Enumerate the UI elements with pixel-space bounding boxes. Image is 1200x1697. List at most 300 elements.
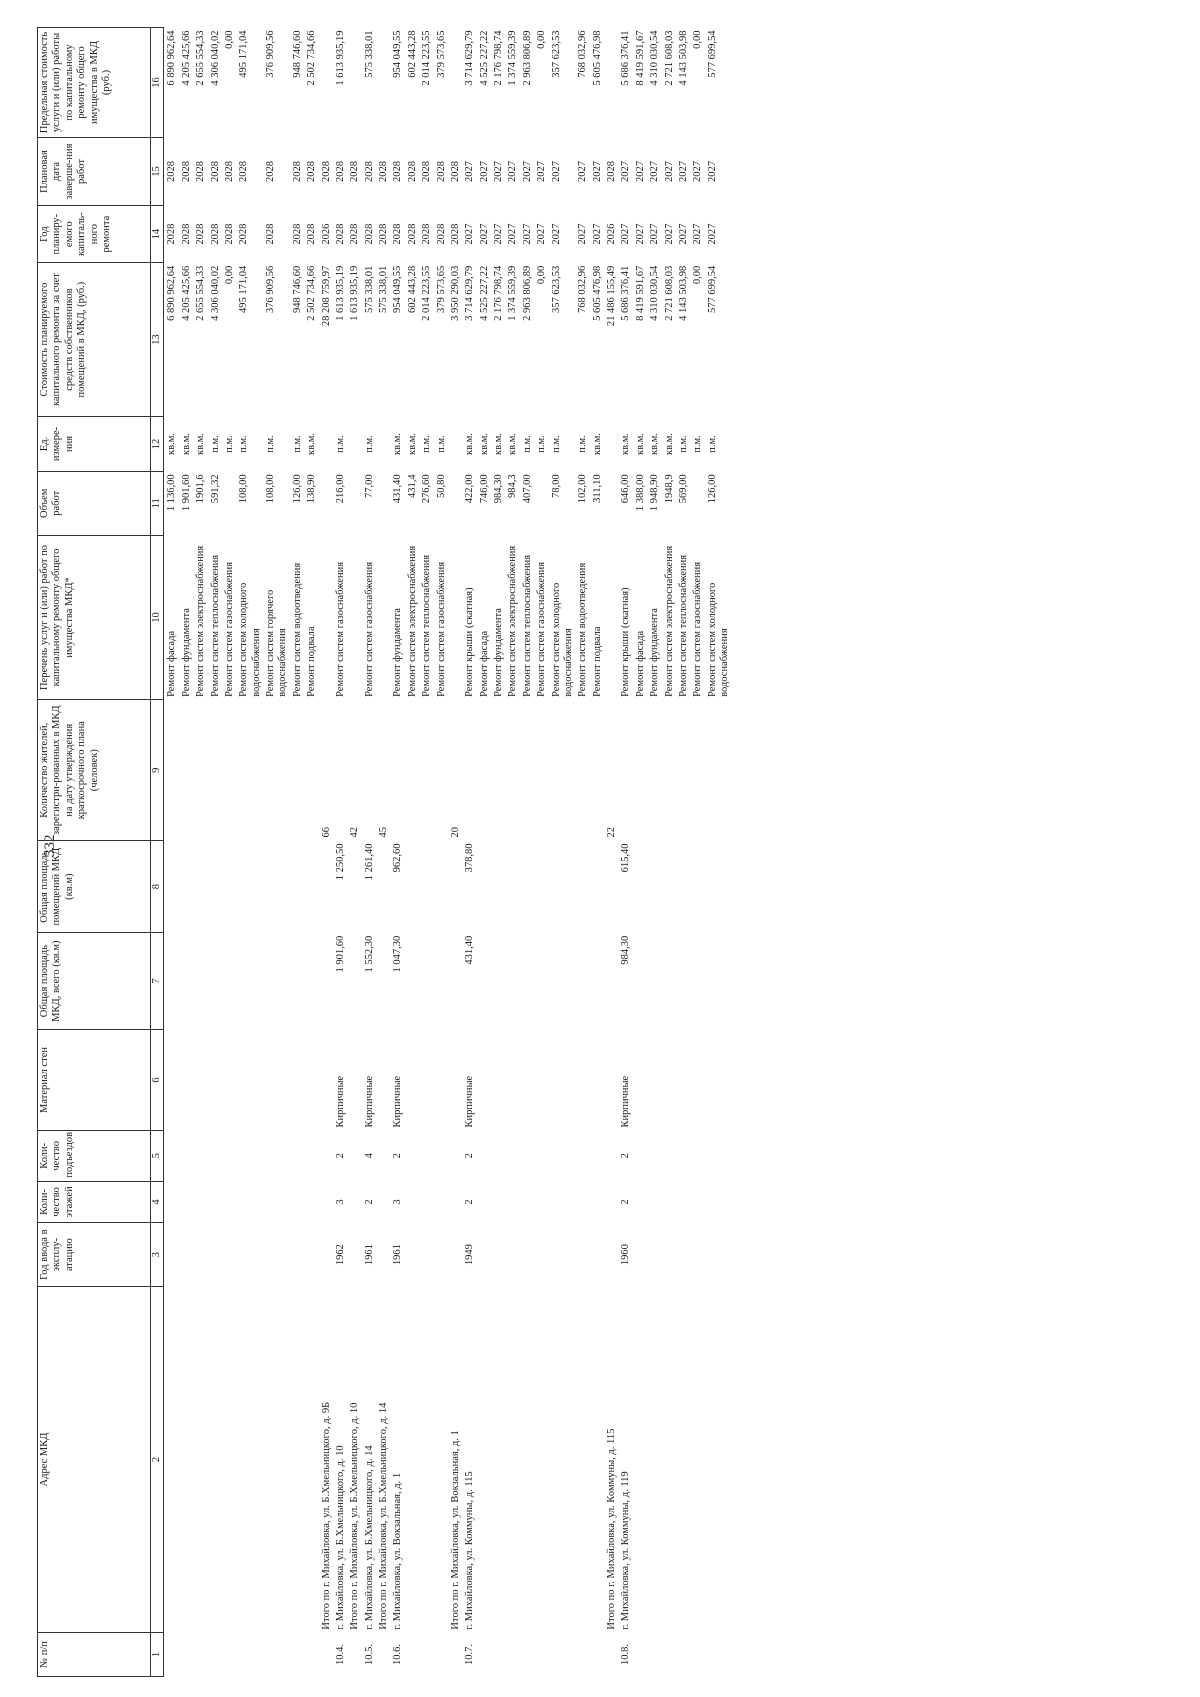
cell-col-6: Кирпичные xyxy=(620,1075,632,1128)
cell-col-1 xyxy=(605,1633,619,1677)
cell-col-16: 4 525 227,22 xyxy=(478,30,490,86)
cell-col-16: 4 306 040,02 xyxy=(209,30,221,86)
cell-col-12: кв.м. xyxy=(478,432,490,455)
cell-col-3 xyxy=(223,1223,237,1287)
cell-col-13: 4 143 503,98 xyxy=(677,265,689,321)
cell-col-8 xyxy=(535,841,549,933)
cell-col-11: 108,00 xyxy=(265,474,276,504)
cell-col-10: Ремонт фундамента xyxy=(493,608,504,697)
table-row xyxy=(291,28,305,1677)
cell-col-9 xyxy=(180,700,194,841)
header-col-4: Коли-чество этажей xyxy=(38,1181,151,1223)
cell-col-4 xyxy=(420,1181,434,1223)
table-row xyxy=(348,28,362,1677)
cell-col-6 xyxy=(180,1029,194,1130)
cell-col-12: п.м. xyxy=(521,435,533,453)
cell-col-9: 20 xyxy=(449,827,461,838)
cell-col-14: 2027 xyxy=(692,223,704,245)
cell-col-6 xyxy=(706,1029,733,1130)
cell-col-10: Ремонт фундамента xyxy=(392,608,404,697)
cell-col-1: 10.7. xyxy=(464,1644,476,1666)
cell-col-2 xyxy=(237,1287,264,1633)
cell-col-8 xyxy=(264,841,291,933)
cell-col-14: 2027 xyxy=(478,223,490,245)
cell-col-5 xyxy=(377,1131,391,1182)
cell-col-2 xyxy=(264,1287,291,1633)
cell-col-8 xyxy=(677,841,691,933)
cell-col-5: 2 xyxy=(392,1153,404,1159)
table-row xyxy=(663,28,677,1677)
cell-col-16: 495 171,04 xyxy=(238,30,250,78)
cell-col-3 xyxy=(591,1223,605,1287)
cell-col-12: п.м. xyxy=(291,435,303,453)
cell-col-5 xyxy=(406,1131,420,1182)
cell-col-1 xyxy=(449,1633,463,1677)
cell-col-5 xyxy=(605,1131,619,1182)
cell-col-11: 1 388,00 xyxy=(634,474,646,512)
cell-col-13: 3 714 629,79 xyxy=(464,265,476,321)
cell-col-9 xyxy=(576,700,590,841)
table-row xyxy=(550,28,577,1677)
cell-col-10: Ремонт систем теплоснабжения xyxy=(209,554,221,697)
cell-col-4 xyxy=(521,1181,535,1223)
cell-col-3: 1949 xyxy=(464,1244,476,1266)
cell-col-14: 2028 xyxy=(363,223,375,245)
cell-col-9 xyxy=(164,700,180,841)
cell-col-9 xyxy=(223,700,237,841)
cell-col-5 xyxy=(634,1131,648,1182)
cell-col-6 xyxy=(237,1029,264,1130)
cell-col-14: 2027 xyxy=(620,223,632,245)
cell-col-15: 2027 xyxy=(464,161,476,183)
cell-col-5 xyxy=(691,1131,705,1182)
cell-col-10: Ремонт систем газоснабжения xyxy=(363,561,375,697)
cell-col-1 xyxy=(706,1633,733,1677)
cell-col-14: 2027 xyxy=(507,223,519,245)
cell-col-13: 0,00 xyxy=(223,265,235,285)
cell-col-16: 575 338,01 xyxy=(363,30,375,78)
cell-col-10: Ремонт систем электроснабжения xyxy=(195,545,207,697)
cell-col-7: 984,30 xyxy=(620,935,632,965)
cell-col-2 xyxy=(521,1287,535,1633)
cell-col-7 xyxy=(634,933,648,1030)
cell-col-11 xyxy=(535,471,549,535)
cell-col-12 xyxy=(605,416,619,471)
cell-col-15: 2028 xyxy=(166,161,178,183)
column-number-12: 12 xyxy=(151,416,164,471)
cell-col-2 xyxy=(435,1287,449,1633)
cell-col-2 xyxy=(677,1287,691,1633)
cell-col-2 xyxy=(535,1287,549,1633)
cell-col-1 xyxy=(634,1633,648,1677)
cell-col-3 xyxy=(521,1223,535,1287)
cell-col-12: п.м. xyxy=(706,435,718,453)
cell-col-2 xyxy=(478,1287,492,1633)
cell-col-4 xyxy=(264,1181,291,1223)
cell-col-12 xyxy=(449,416,463,471)
cell-col-1 xyxy=(291,1633,305,1677)
cell-col-5 xyxy=(320,1131,334,1182)
cell-col-5 xyxy=(535,1131,549,1182)
cell-col-8 xyxy=(648,841,662,933)
cell-col-9: 66 xyxy=(320,827,332,838)
cell-col-12: п.м. xyxy=(536,435,548,453)
cell-col-14: 2028 xyxy=(223,223,235,245)
cell-col-6: Кирпичные xyxy=(464,1075,476,1128)
cell-col-11: 646,00 xyxy=(620,474,632,504)
cell-col-15: 2028 xyxy=(606,161,617,183)
cell-col-16: 357 623,53 xyxy=(550,30,562,78)
cell-col-16: 0,00 xyxy=(536,30,548,49)
cell-col-9 xyxy=(291,700,305,841)
cell-col-10: Ремонт систем электроснабжения xyxy=(663,545,675,697)
cell-col-11: 984,3 xyxy=(507,474,519,499)
cell-col-16: 4 143 503,98 xyxy=(677,30,689,86)
column-number-10: 10 xyxy=(151,535,164,700)
column-number-15: 15 xyxy=(151,137,164,205)
cell-col-9 xyxy=(334,700,348,841)
cell-col-12: п.м. xyxy=(677,435,689,453)
cell-col-6 xyxy=(420,1029,434,1130)
cell-col-8: 962,60 xyxy=(392,843,404,873)
cell-col-11: 422,00 xyxy=(464,474,476,504)
cell-col-10: Ремонт систем теплоснабжения xyxy=(677,554,689,697)
cell-col-14: 2028 xyxy=(180,223,192,245)
cell-col-4 xyxy=(305,1181,319,1223)
table-row xyxy=(576,28,590,1677)
cell-col-3: 1961 xyxy=(392,1244,404,1266)
cell-col-12 xyxy=(348,416,362,471)
column-number-1: 1 xyxy=(151,1633,164,1677)
table-row xyxy=(463,28,477,1677)
cell-col-14: 2028 xyxy=(406,223,418,245)
cell-col-1 xyxy=(180,1633,194,1677)
cell-col-2 xyxy=(164,1287,180,1633)
cell-col-13: 4 525 227,22 xyxy=(478,265,490,321)
cell-col-16: 6 890 962,64 xyxy=(166,30,178,86)
column-number-3: 3 xyxy=(151,1223,164,1287)
cell-col-13: 2 963 806,89 xyxy=(521,265,533,321)
cell-col-3 xyxy=(435,1223,449,1287)
cell-col-2: Итого по г. Михайловка, ул. Б.Хмельницкого, д. 10 xyxy=(349,1402,361,1630)
cell-col-10: Ремонт систем теплоснабжения xyxy=(521,554,533,697)
cell-col-16: 379 573,65 xyxy=(435,30,447,78)
cell-col-16 xyxy=(320,28,334,138)
cell-col-7 xyxy=(223,933,237,1030)
cell-col-2 xyxy=(194,1287,208,1633)
cell-col-8 xyxy=(691,841,705,933)
cell-col-3 xyxy=(420,1223,434,1287)
cell-col-14: 2027 xyxy=(706,223,718,245)
cell-col-1 xyxy=(521,1633,535,1677)
column-number-16: 16 xyxy=(151,28,164,138)
cell-col-3 xyxy=(291,1223,305,1287)
header-col-3: Год ввода в эксплу-атацию xyxy=(38,1223,151,1287)
cell-col-16: 954 049,55 xyxy=(392,30,404,78)
cell-col-15: 2027 xyxy=(591,161,603,183)
cell-col-9 xyxy=(492,700,506,841)
cell-col-9: 45 xyxy=(378,827,389,838)
cell-col-3 xyxy=(478,1223,492,1287)
cell-col-1 xyxy=(435,1633,449,1677)
cell-col-1 xyxy=(576,1633,590,1677)
cell-col-15: 2027 xyxy=(692,161,704,183)
cell-col-10: Ремонт систем газоснабжения xyxy=(692,561,704,697)
table-row xyxy=(634,28,648,1677)
cell-col-7 xyxy=(663,933,677,1030)
cell-col-16: 1 613 935,19 xyxy=(334,30,346,86)
cell-col-16: 768 032,96 xyxy=(577,30,589,78)
cell-col-2 xyxy=(663,1287,677,1633)
cell-col-3 xyxy=(576,1223,590,1287)
cell-col-5 xyxy=(420,1131,434,1182)
cell-col-1: 10.4. xyxy=(334,1644,346,1666)
cell-col-16 xyxy=(348,28,362,138)
cell-col-2 xyxy=(691,1287,705,1633)
cell-col-13: 5 605 476,98 xyxy=(591,265,603,321)
cell-col-2 xyxy=(209,1287,223,1633)
cell-col-13: 954 049,55 xyxy=(392,265,404,313)
cell-col-14: 2027 xyxy=(677,223,689,245)
table-row xyxy=(648,28,662,1677)
table-row xyxy=(406,28,420,1677)
cell-col-15: 2028 xyxy=(406,161,418,183)
cell-col-4 xyxy=(677,1181,691,1223)
cell-col-14: 2028 xyxy=(238,223,250,245)
cell-col-10: Ремонт фундамента xyxy=(649,608,661,697)
cell-col-6 xyxy=(435,1029,449,1130)
cell-col-12 xyxy=(377,416,391,471)
table-row xyxy=(478,28,492,1677)
cell-col-5 xyxy=(164,1131,180,1182)
header-col-5: Коли-чество подъездов xyxy=(38,1131,151,1182)
cell-col-8 xyxy=(348,841,362,933)
cell-col-11 xyxy=(691,471,705,535)
cell-col-5 xyxy=(180,1131,194,1182)
cell-col-14: 2028 xyxy=(334,223,346,245)
column-number-6: 6 xyxy=(151,1029,164,1130)
cell-col-12: кв.м. xyxy=(166,432,178,455)
cell-col-5 xyxy=(237,1131,264,1182)
cell-col-16: 2 655 554,33 xyxy=(195,30,207,86)
cell-col-14: 2027 xyxy=(464,223,476,245)
cell-col-12: кв.м. xyxy=(464,432,476,455)
cell-col-10: Ремонт систем теплоснабжения xyxy=(421,554,433,697)
cell-col-5 xyxy=(305,1131,319,1182)
cell-col-10: Ремонт фасада xyxy=(166,630,178,697)
table-row xyxy=(677,28,691,1677)
table-row xyxy=(377,28,391,1677)
cell-col-12: п.м. xyxy=(209,435,221,453)
cell-col-3 xyxy=(164,1223,180,1287)
cell-col-14: 2027 xyxy=(521,223,533,245)
cell-col-3 xyxy=(648,1223,662,1287)
cell-col-3 xyxy=(706,1223,733,1287)
cell-col-6 xyxy=(264,1029,291,1130)
cell-col-5 xyxy=(550,1131,577,1182)
cell-col-3 xyxy=(264,1223,291,1287)
cell-col-7 xyxy=(291,933,305,1030)
table-row xyxy=(449,28,463,1677)
cell-col-4 xyxy=(535,1181,549,1223)
cell-col-16: 602 443,28 xyxy=(406,30,418,78)
cell-col-11: 108,00 xyxy=(238,474,250,504)
cell-col-9 xyxy=(619,700,633,841)
cell-col-7 xyxy=(691,933,705,1030)
cell-col-5 xyxy=(209,1131,223,1182)
cell-col-1 xyxy=(406,1633,420,1677)
cell-col-4 xyxy=(506,1181,520,1223)
cell-col-2: Итого по г. Михайловка, ул. Б.Хмельницкого, д. 14 xyxy=(378,1402,389,1630)
table-row xyxy=(591,28,605,1677)
column-number-7: 7 xyxy=(151,933,164,1030)
cell-col-11: 1948,9 xyxy=(663,474,675,504)
cell-col-7 xyxy=(194,933,208,1030)
cell-col-13: 4 306 040,02 xyxy=(209,265,221,321)
cell-col-5 xyxy=(223,1131,237,1182)
cell-col-12: кв.м. xyxy=(406,432,418,455)
cell-col-10: Ремонт фасада xyxy=(478,630,490,697)
cell-col-7 xyxy=(420,933,434,1030)
header-col-6: Материал стен xyxy=(38,1029,151,1130)
cell-col-11: 77,00 xyxy=(363,474,375,499)
cell-col-1: 10.5. xyxy=(363,1644,375,1666)
table-row xyxy=(691,28,705,1677)
cell-col-7 xyxy=(377,933,391,1030)
table-row xyxy=(535,28,549,1677)
header-row xyxy=(38,28,151,1677)
cell-col-7 xyxy=(550,933,577,1030)
cell-col-5 xyxy=(706,1131,733,1182)
cell-col-11 xyxy=(605,471,619,535)
cell-col-7 xyxy=(209,933,223,1030)
table-row xyxy=(706,28,733,1677)
cell-col-3 xyxy=(449,1223,463,1287)
cell-col-8 xyxy=(223,841,237,933)
cell-col-10: Ремонт систем газоснабжения xyxy=(334,561,346,697)
cell-col-16 xyxy=(605,28,619,138)
cell-col-16: 2 721 608,03 xyxy=(663,30,675,86)
cell-col-9 xyxy=(550,700,577,841)
cell-col-2 xyxy=(406,1287,420,1633)
cell-col-8: 1 261,40 xyxy=(363,843,375,881)
cell-col-7 xyxy=(492,933,506,1030)
cell-col-11: 126,00 xyxy=(291,474,303,504)
cell-col-8 xyxy=(305,841,319,933)
cell-col-1 xyxy=(550,1633,577,1677)
cell-col-13: 1 613 935,19 xyxy=(334,265,346,321)
cell-col-5: 2 xyxy=(334,1153,346,1159)
cell-col-1 xyxy=(348,1633,362,1677)
cell-col-13: 2 014 223,55 xyxy=(421,265,433,321)
cell-col-8 xyxy=(449,841,463,933)
cell-col-9 xyxy=(478,700,492,841)
cell-col-15: 2028 xyxy=(421,161,433,183)
table-row xyxy=(237,28,264,1677)
cell-col-10: Ремонт систем газоснабжения xyxy=(536,561,548,697)
cell-col-10: Ремонт систем газоснабжения xyxy=(223,561,235,697)
cell-col-2: г. Михайловка, ул. Вокзальная, д. 1 xyxy=(392,1472,404,1630)
cell-col-15: 2028 xyxy=(195,161,207,183)
cell-col-13: 575 338,01 xyxy=(378,265,389,313)
cell-col-2 xyxy=(706,1287,733,1633)
cell-col-1 xyxy=(377,1633,391,1677)
cell-col-6 xyxy=(348,1029,362,1130)
cell-col-15: 2027 xyxy=(577,161,589,183)
cell-col-9 xyxy=(521,700,535,841)
cell-col-14: 2027 xyxy=(663,223,675,245)
cell-col-10: Ремонт систем водоотведения xyxy=(291,562,303,697)
cell-col-8 xyxy=(420,841,434,933)
cell-col-1: 10.6. xyxy=(392,1644,404,1666)
cell-col-4 xyxy=(209,1181,223,1223)
cell-col-1 xyxy=(663,1633,677,1677)
cell-col-8: 378,80 xyxy=(464,843,476,873)
cell-col-9 xyxy=(406,700,420,841)
cell-col-3 xyxy=(209,1223,223,1287)
cell-col-2 xyxy=(180,1287,194,1633)
column-number-5: 5 xyxy=(151,1131,164,1182)
cell-col-9 xyxy=(194,700,208,841)
cell-col-1 xyxy=(320,1633,334,1677)
cell-col-8 xyxy=(377,841,391,933)
table-row xyxy=(223,28,237,1677)
header-col-8: Общая площадь помещений МКД (кв.м) xyxy=(38,841,151,933)
table-row xyxy=(305,28,319,1677)
cell-col-4 xyxy=(550,1181,577,1223)
cell-col-9 xyxy=(691,700,705,841)
cell-col-8 xyxy=(194,841,208,933)
cell-col-6 xyxy=(223,1029,237,1130)
cell-col-13: 0,00 xyxy=(536,265,548,285)
table-row xyxy=(391,28,405,1677)
cell-col-11: 138,90 xyxy=(306,474,318,504)
table-row xyxy=(264,28,291,1677)
cell-col-14: 2028 xyxy=(421,223,433,245)
cell-col-4: 2 xyxy=(620,1199,632,1205)
cell-col-2 xyxy=(420,1287,434,1633)
cell-col-11: 216,00 xyxy=(334,474,346,504)
cell-col-14: 2028 xyxy=(166,223,178,245)
cell-col-9 xyxy=(648,700,662,841)
cell-col-5 xyxy=(677,1131,691,1182)
cell-col-3 xyxy=(492,1223,506,1287)
cell-col-14: 2028 xyxy=(291,223,303,245)
cell-col-8 xyxy=(435,841,449,933)
cell-col-12: кв.м. xyxy=(493,432,504,455)
cell-col-4 xyxy=(435,1181,449,1223)
cell-col-13: 8 419 591,67 xyxy=(634,265,646,321)
cell-col-12: кв.м. xyxy=(392,432,404,455)
cell-col-12: п.м. xyxy=(334,435,346,453)
header-col-14: Год планиру-емого капиталь-ного ремонта xyxy=(38,206,151,263)
cell-col-6 xyxy=(377,1029,391,1130)
cell-col-13: 21 486 155,49 xyxy=(606,265,617,327)
table-row xyxy=(435,28,449,1677)
cell-col-2 xyxy=(576,1287,590,1633)
cell-col-3: 1961 xyxy=(363,1244,375,1266)
cell-col-14: 2028 xyxy=(209,223,221,245)
cell-col-2: г. Михайловка, ул. Б.Хмельницкого, д. 10 xyxy=(334,1445,346,1630)
cell-col-15: 2027 xyxy=(620,161,632,183)
cell-col-8 xyxy=(237,841,264,933)
cell-col-1 xyxy=(209,1633,223,1677)
table-row xyxy=(164,28,180,1677)
cell-col-14: 2028 xyxy=(378,223,389,245)
cell-col-12: п.м. xyxy=(435,435,447,453)
cell-col-5 xyxy=(492,1131,506,1182)
cell-col-8 xyxy=(506,841,520,933)
